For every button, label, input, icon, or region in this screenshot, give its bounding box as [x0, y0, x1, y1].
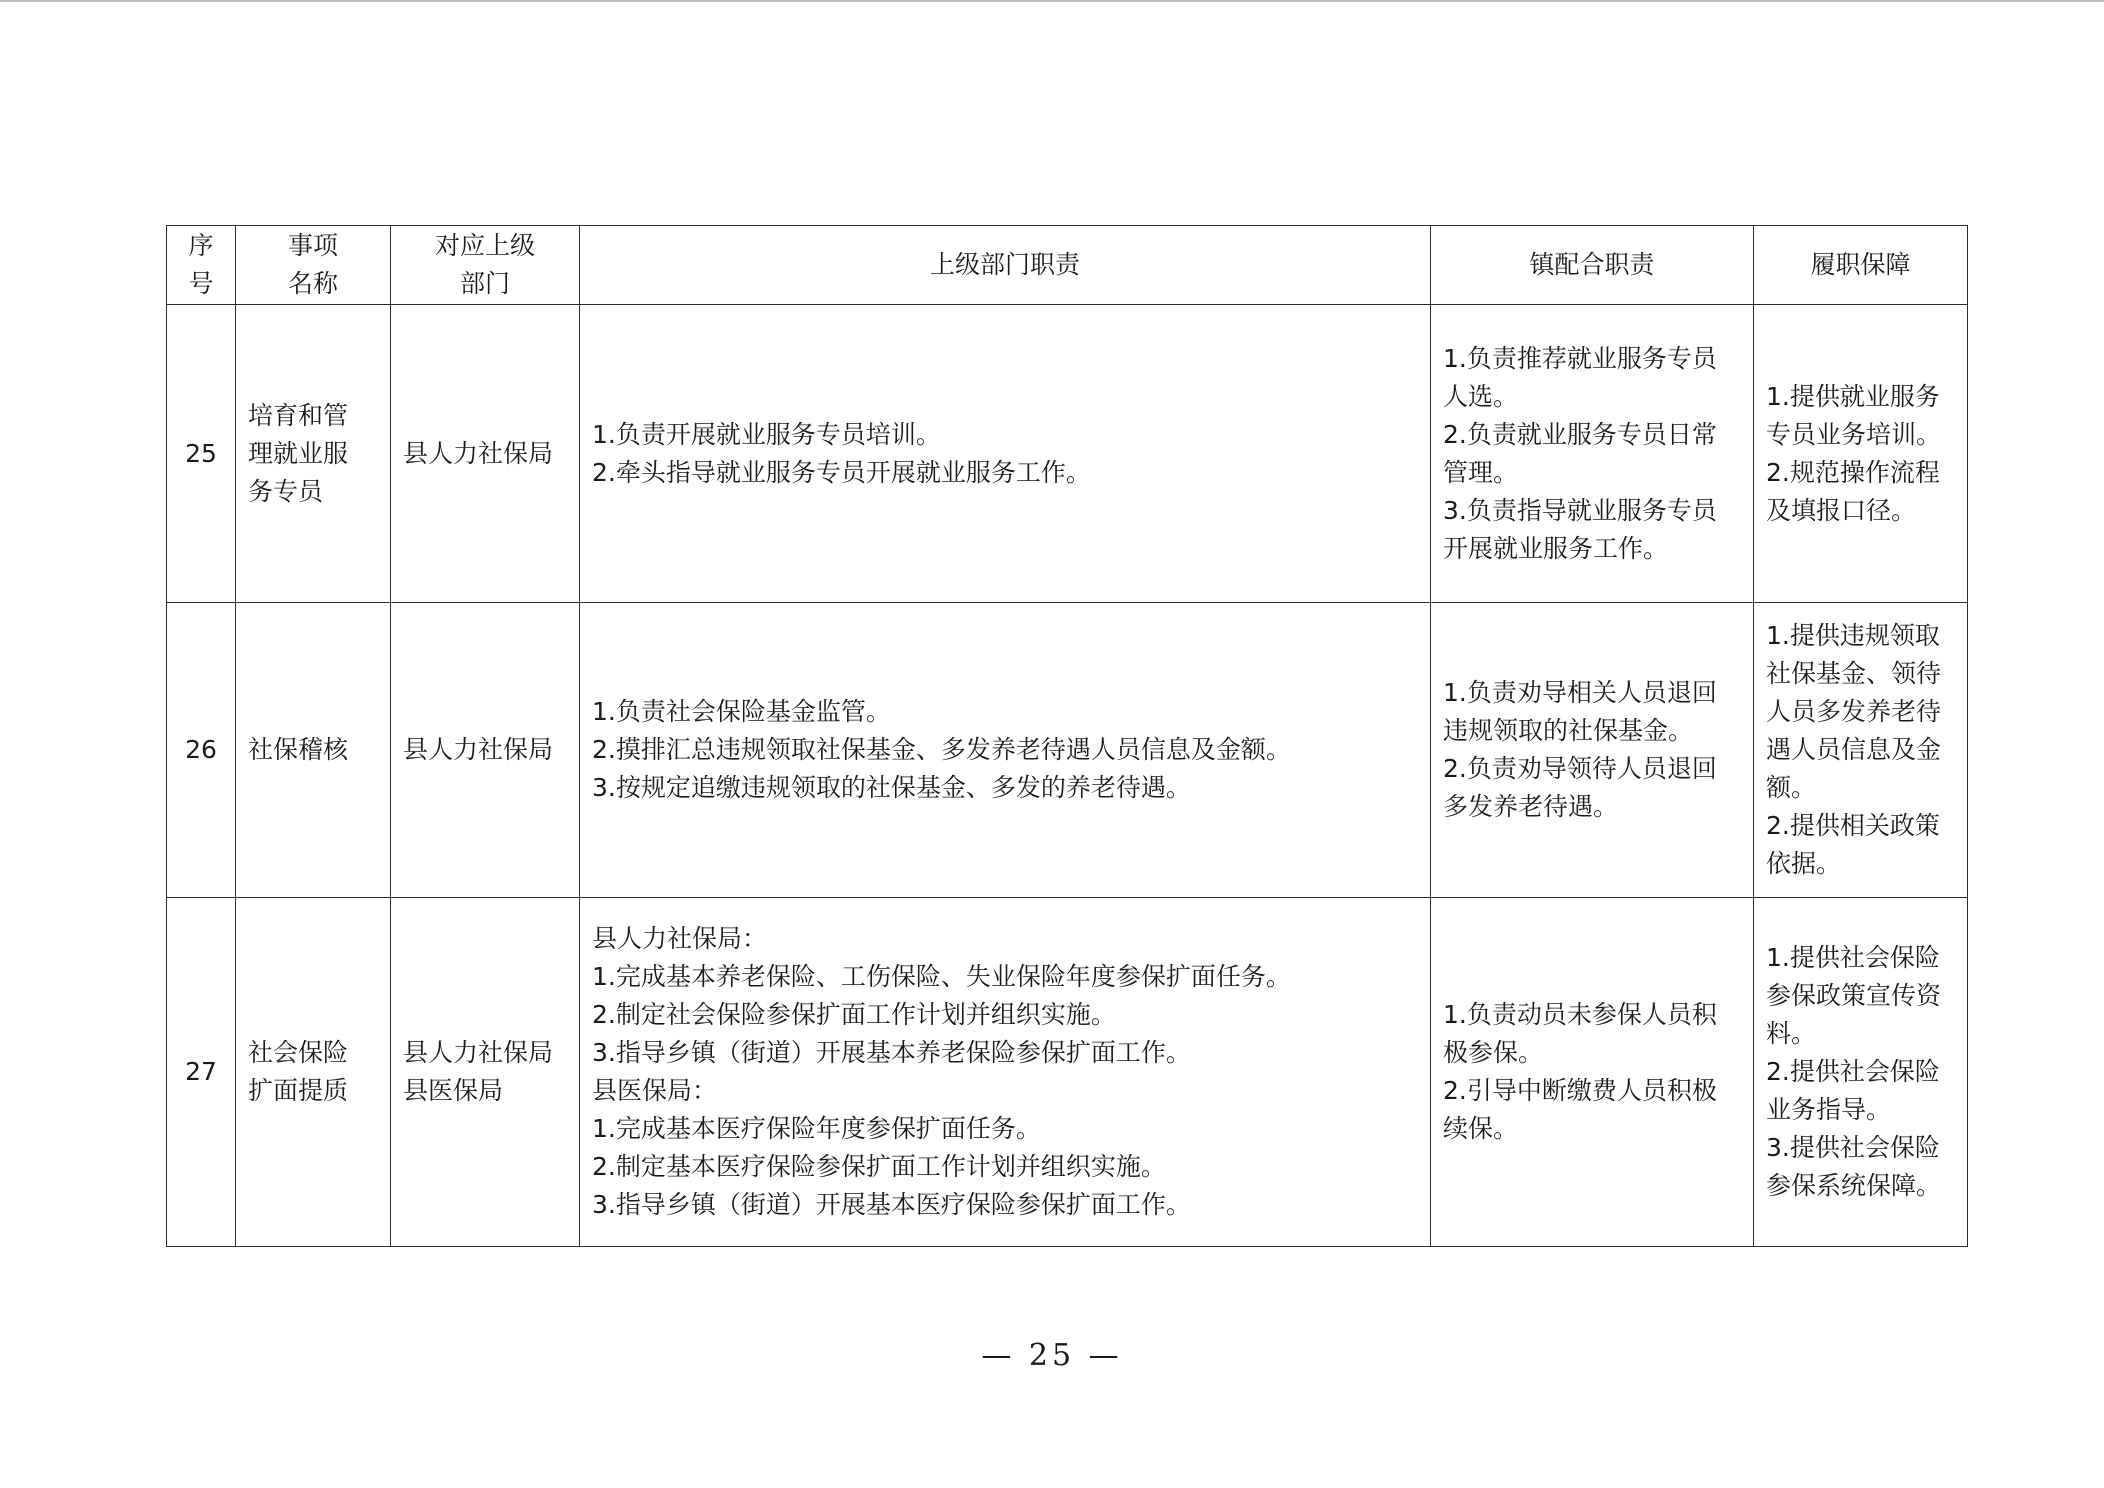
table-row	[167, 305, 1968, 603]
row-upper-duties: 县人力社保局： 1.完成基本养老保险、工伤保险、失业保险年度参保扩面任务。 2.制定社会保险参保扩面工作计划并组织实施。 3.指导乡镇（街道）开展基本养老保险参保扩面工作。 县医保局： 1.完成基本医疗保险年度参保扩面任务。 2.制定基本医疗保险参保扩面工作计划并组织实施。 3.指导乡镇（街道）开展基本医疗保险参保扩面工作。	[580, 898, 1431, 1247]
row-guarantee: 1.提供就业服务 专员业务培训。 2.规范操作流程 及填报口径。	[1754, 305, 1968, 603]
table-row	[167, 898, 1968, 1247]
header-upper-dept: 对应上级 部门	[391, 226, 580, 305]
row-upper-dept: 县人力社保局	[391, 603, 580, 898]
page-top-border	[0, 0, 2104, 2]
row-item-name: 社保稽核	[236, 603, 391, 898]
header-upper-duties: 上级部门职责	[580, 226, 1431, 305]
row-upper-duties: 1.负责社会保险基金监管。 2.摸排汇总违规领取社保基金、多发养老待遇人员信息及金额。 3.按规定追缴违规领取的社保基金、多发的养老待遇。	[580, 603, 1431, 898]
header-seq: 序 号	[167, 226, 236, 305]
row-upper-dept: 县人力社保局 县医保局	[391, 898, 580, 1247]
row-seq: 26	[167, 603, 236, 898]
row-seq: 27	[167, 898, 236, 1247]
table-row	[167, 603, 1968, 898]
header-town-duties: 镇配合职责	[1431, 226, 1754, 305]
row-item-name: 社会保险 扩面提质	[236, 898, 391, 1247]
row-upper-duties: 1.负责开展就业服务专员培训。 2.牵头指导就业服务专员开展就业服务工作。	[580, 305, 1431, 603]
page-number: — 25 —	[981, 1338, 1123, 1373]
row-town-duties: 1.负责劝导相关人员退回 违规领取的社保基金。 2.负责劝导领待人员退回 多发养老待遇。	[1431, 603, 1754, 898]
row-item-name: 培育和管 理就业服 务专员	[236, 305, 391, 603]
row-guarantee: 1.提供违规领取 社保基金、领待 人员多发养老待 遇人员信息及金 额。 2.提供相关政策 依据。	[1754, 603, 1968, 898]
header-item-name: 事项 名称	[236, 226, 391, 305]
header-guarantee: 履职保障	[1754, 226, 1968, 305]
row-town-duties: 1.负责推荐就业服务专员 人选。 2.负责就业服务专员日常 管理。 3.负责指导就业服务专员 开展就业服务工作。	[1431, 305, 1754, 603]
row-upper-dept: 县人力社保局	[391, 305, 580, 603]
duty-table	[166, 225, 1968, 1247]
row-town-duties: 1.负责动员未参保人员积 极参保。 2.引导中断缴费人员积极 续保。	[1431, 898, 1754, 1247]
row-seq: 25	[167, 305, 236, 603]
table-header-row	[167, 226, 1968, 305]
row-guarantee: 1.提供社会保险 参保政策宣传资 料。 2.提供社会保险 业务指导。 3.提供社会保险 参保系统保障。	[1754, 898, 1968, 1247]
